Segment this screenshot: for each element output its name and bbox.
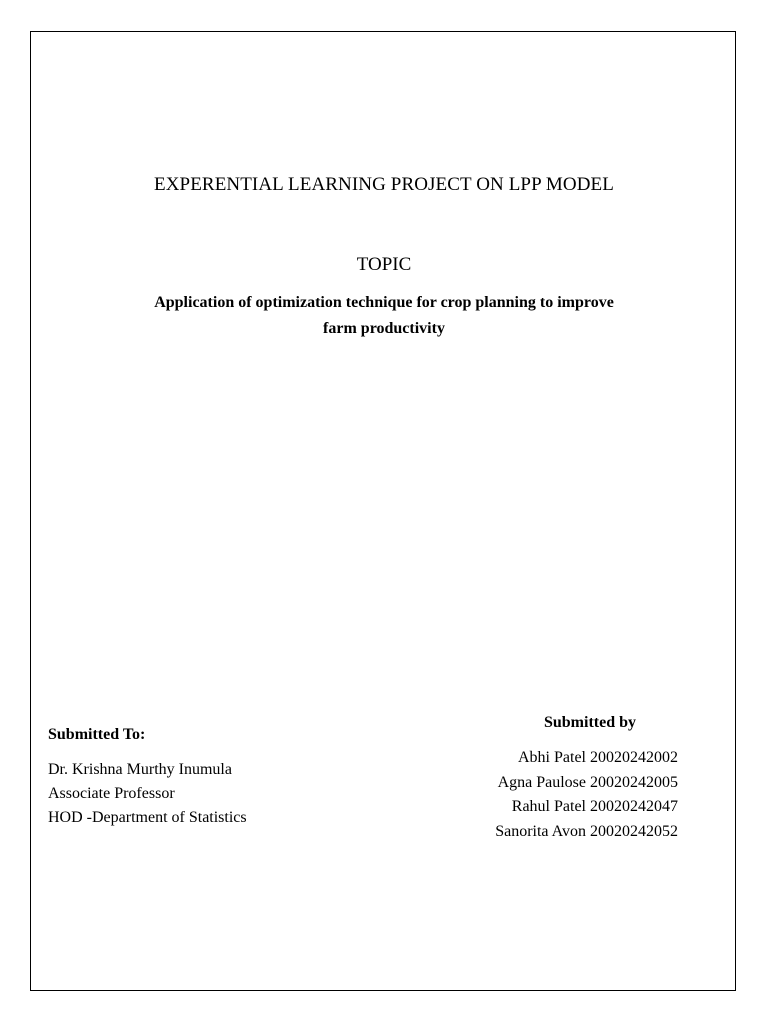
project-title: EXPERENTIAL LEARNING PROJECT ON LPP MODEL	[154, 174, 614, 195]
topic-line-2: farm productivity	[323, 320, 445, 337]
guide-name: Dr. Krishna Murthy Inumula	[48, 761, 232, 778]
team-member: Agna Paulose 20020242005	[497, 773, 678, 791]
submitted-by-block	[420, 712, 678, 844]
team-member: Rahul Patel 20020242047	[511, 798, 678, 815]
topic-line-1: Application of optimization technique for crop planning to improve	[154, 294, 614, 311]
topic-heading: TOPIC	[356, 254, 412, 275]
submitted-by-heading: Submitted by	[543, 714, 636, 731]
guide-designation: Associate Professor	[48, 785, 175, 802]
topic-description	[84, 290, 684, 342]
team-member: Sanorita Avon 20020242052	[495, 822, 678, 840]
submitted-to-heading: Submitted To:	[48, 726, 146, 743]
submitted-to-block	[48, 725, 368, 830]
guide-department: HOD -Department of Statistics	[48, 809, 247, 826]
team-member: Abhi Patel 20020242002	[518, 749, 678, 766]
